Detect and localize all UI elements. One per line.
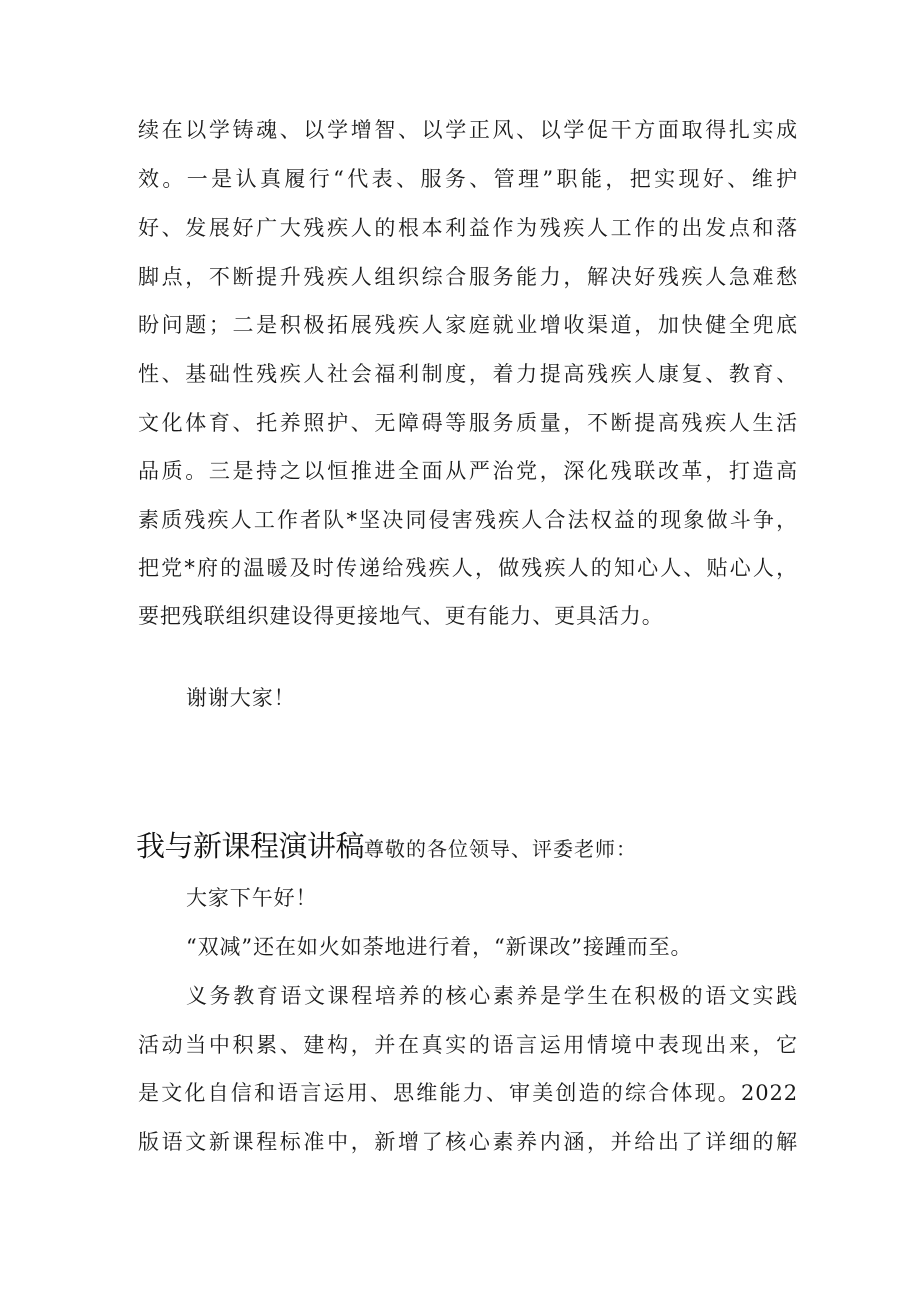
body-text-line: 盼问题；二是积极拓展残疾人家庭就业增收渠道，加快健全兜底 [138,313,798,337]
body-text-line: 是文化自信和语言运用、思维能力、审美创造的综合体现。2022 [138,1081,798,1105]
body-text-line: 文化体育、托养照护、无障碍等服务质量，不断提高残疾人生活 [138,411,798,435]
body-text-line: 版语文新课程标准中，新增了核心素养内涵，并给出了详细的解 [138,1130,798,1154]
body-text-line: 素质残疾人工作者队*坚决同侵害残疾人合法权益的现象做斗争， [138,508,798,532]
greeting-text: 大家下午好！ [186,886,318,910]
body-text-line: 把党*府的温暖及时传递给残疾人，做残疾人的知心人、贴心人， [138,556,798,580]
speech-title-row [136,826,796,871]
body-text-line: 性、基础性残疾人社会福利制度，着力提高残疾人康复、教育、 [138,362,798,386]
body-text-line: 好、发展好广大残疾人的根本利益作为残疾人工作的出发点和落 [138,216,798,240]
speech-title: 我与新课程演讲稿 [136,829,365,863]
closing-text: 谢谢大家！ [186,686,296,710]
body-text-line: 效。一是认真履行“代表、服务、管理”职能，把实现好、维护 [138,167,798,191]
body-text-line: 脚点，不断提升残疾人组织综合服务能力，解决好残疾人急难愁 [138,265,798,289]
body-text-line: 活动当中积累、建构，并在真实的语言运用情境中表现出来，它 [138,1033,798,1057]
body-text-line: 要把残联组织建设得更接地气、更有能力、更具活力。 [138,604,664,628]
body-text-line: 续在以学铸魂、以学增智、以学正风、以学促干方面取得扎实成 [138,118,798,142]
body-text-line: 品质。三是持之以恒推进全面从严治党，深化残联改革，打造高 [138,459,798,483]
body-text-line: 义务教育语文课程培养的核心素养是学生在积极的语文实践 [186,984,798,1008]
body-paragraph: “双减”还在如火如荼地进行着，“新课改”接踵而至。 [186,935,693,959]
salutation: 尊敬的各位领导、评委老师： [364,837,638,861]
